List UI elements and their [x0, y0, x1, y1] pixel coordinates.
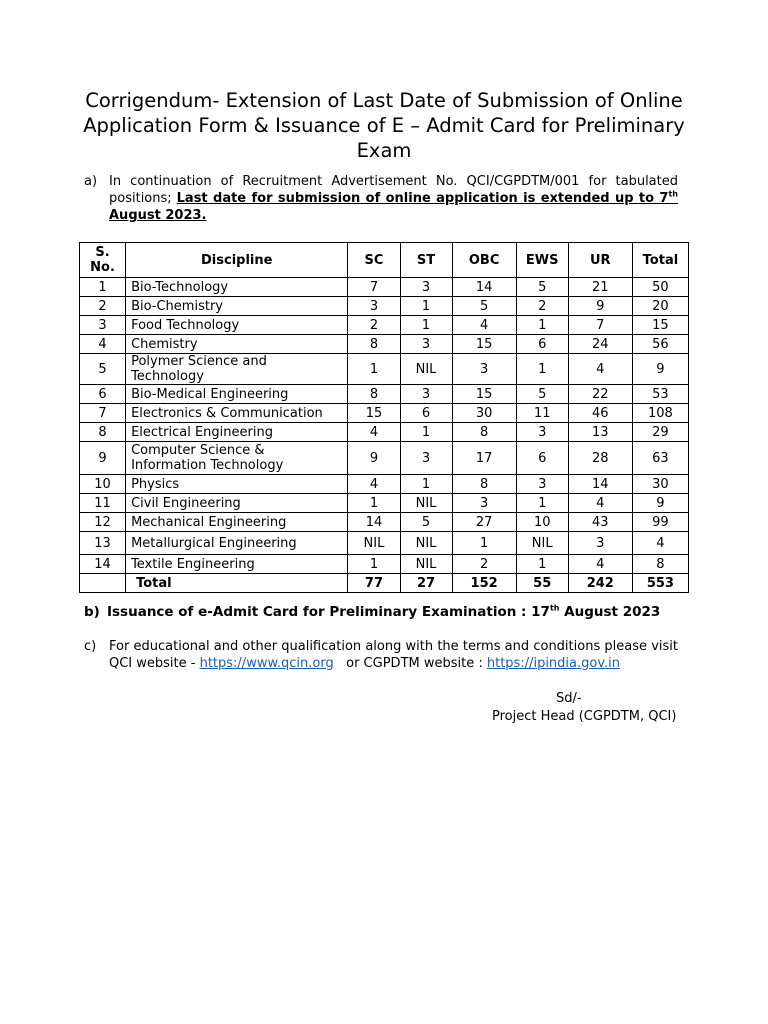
- paragraph-c-body: [109, 638, 678, 672]
- table-row: [80, 385, 689, 404]
- table-cell: NIL: [400, 494, 452, 513]
- table-cell: 8: [80, 423, 126, 442]
- table-cell: 2: [452, 555, 516, 574]
- total-cell: 27: [400, 574, 452, 593]
- table-cell: 6: [80, 385, 126, 404]
- table-cell: 2: [516, 297, 568, 316]
- table-cell: 11: [516, 404, 568, 423]
- table-cell: 2: [80, 297, 126, 316]
- total-label: Total: [126, 574, 348, 593]
- table-cell: 8: [348, 385, 400, 404]
- table-cell: 1: [80, 278, 126, 297]
- table-cell: 20: [632, 297, 688, 316]
- table-cell: 8: [348, 335, 400, 354]
- table-cell: 9: [632, 354, 688, 385]
- table-row: [80, 475, 689, 494]
- table-cell: 5: [516, 385, 568, 404]
- paragraph-a-deadline: [109, 191, 678, 223]
- table-cell: 14: [348, 513, 400, 532]
- discipline-cell: Chemistry: [126, 335, 348, 354]
- column-header: Total: [632, 243, 688, 278]
- table-body: [80, 278, 689, 593]
- paragraph-a-text: In continuation of Recruitment Advertisement No. QCI/CGPDTM/001 for tabulated positions;: [109, 174, 678, 206]
- table-cell: 28: [568, 442, 632, 475]
- table-cell: 30: [632, 475, 688, 494]
- table-cell: 3: [452, 354, 516, 385]
- deadline-text: Last date for submission of online application is extended up to 7: [176, 191, 669, 206]
- table-cell: 15: [452, 385, 516, 404]
- table-cell: 50: [632, 278, 688, 297]
- table-cell: 8: [632, 555, 688, 574]
- table-cell: 4: [568, 494, 632, 513]
- table-row: [80, 513, 689, 532]
- paragraph-c-label: c): [84, 639, 97, 654]
- admit-card-date: August 2023: [559, 604, 661, 620]
- table-cell: 1: [400, 423, 452, 442]
- column-header: Discipline: [126, 243, 348, 278]
- table-cell: 5: [400, 513, 452, 532]
- table-cell: 1: [400, 316, 452, 335]
- discipline-cell: Physics: [126, 475, 348, 494]
- table-cell: 22: [568, 385, 632, 404]
- table-cell: 1: [516, 555, 568, 574]
- table-cell: 9: [80, 442, 126, 475]
- table-cell: 24: [568, 335, 632, 354]
- table-cell: 10: [516, 513, 568, 532]
- table-header-row: [80, 243, 689, 278]
- table-cell: 4: [568, 555, 632, 574]
- signature-designation: Project Head (CGPDTM, QCI): [492, 709, 677, 724]
- table-cell: 1: [348, 494, 400, 513]
- table-cell: 30: [452, 404, 516, 423]
- table-cell: 1: [348, 354, 400, 385]
- column-header: ST: [400, 243, 452, 278]
- discipline-cell: Textile Engineering: [126, 555, 348, 574]
- discipline-cell: Metallurgical Engineering: [126, 532, 348, 555]
- table-cell: 53: [632, 385, 688, 404]
- table-row: [80, 278, 689, 297]
- discipline-cell: Electrical Engineering: [126, 423, 348, 442]
- paragraph-a-body: [109, 173, 678, 224]
- table-cell: 99: [632, 513, 688, 532]
- table-cell: 5: [452, 297, 516, 316]
- table-cell: 1: [452, 532, 516, 555]
- table-cell: NIL: [516, 532, 568, 555]
- table-cell: 108: [632, 404, 688, 423]
- table-row: [80, 354, 689, 385]
- table-cell: 8: [452, 423, 516, 442]
- discipline-cell: Food Technology: [126, 316, 348, 335]
- discipline-cell: Computer Science & Information Technology: [126, 442, 348, 475]
- table-cell: 4: [80, 335, 126, 354]
- admit-card-superscript: th: [549, 603, 560, 613]
- table-cell: NIL: [400, 555, 452, 574]
- total-cell: 77: [348, 574, 400, 593]
- table-cell: 1: [516, 316, 568, 335]
- signature-sd: Sd/-: [556, 691, 582, 706]
- column-header: S. No.: [80, 243, 126, 278]
- table-cell: 6: [516, 335, 568, 354]
- table-cell: 3: [400, 335, 452, 354]
- table-cell: NIL: [348, 532, 400, 555]
- admit-card-text: Issuance of e-Admit Card for Preliminary Examination : 17: [107, 604, 550, 620]
- table-cell: 6: [516, 442, 568, 475]
- discipline-cell: Mechanical Engineering: [126, 513, 348, 532]
- table-cell: 15: [452, 335, 516, 354]
- table-cell: 11: [80, 494, 126, 513]
- table-cell: 1: [516, 354, 568, 385]
- table-cell: 3: [452, 494, 516, 513]
- discipline-cell: Polymer Science and Technology: [126, 354, 348, 385]
- table-cell: 15: [632, 316, 688, 335]
- column-header: UR: [568, 243, 632, 278]
- table-cell: 9: [632, 494, 688, 513]
- table-cell: 43: [568, 513, 632, 532]
- deadline-date: August 2023.: [109, 208, 207, 223]
- table-cell: 1: [400, 475, 452, 494]
- paragraph-c-text-1: For educational and other qualification along with the terms and conditions please visit QCI website -: [109, 639, 678, 671]
- table-cell: 4: [348, 423, 400, 442]
- column-header: EWS: [516, 243, 568, 278]
- table-cell: 3: [516, 475, 568, 494]
- total-cell: 152: [452, 574, 516, 593]
- table-cell: 46: [568, 404, 632, 423]
- table-cell: 29: [632, 423, 688, 442]
- paragraph-b-label: b): [84, 604, 100, 620]
- table-row: [80, 555, 689, 574]
- table-cell: 7: [568, 316, 632, 335]
- table-cell: 13: [80, 532, 126, 555]
- qci-website-link[interactable]: https://www.qcin.org: [199, 656, 334, 671]
- table-cell: 1: [348, 555, 400, 574]
- table-cell: 9: [568, 297, 632, 316]
- discipline-cell: Bio-Medical Engineering: [126, 385, 348, 404]
- total-cell: 242: [568, 574, 632, 593]
- table-cell: 4: [348, 475, 400, 494]
- table-cell: 14: [452, 278, 516, 297]
- table-cell: 9: [348, 442, 400, 475]
- cgpdtm-website-link[interactable]: https://ipindia.gov.in: [486, 656, 621, 671]
- table-cell: 27: [452, 513, 516, 532]
- table-cell: 13: [568, 423, 632, 442]
- table-cell: 3: [568, 532, 632, 555]
- vacancy-table: [79, 242, 689, 593]
- table-cell: 6: [400, 404, 452, 423]
- table-cell: NIL: [400, 532, 452, 555]
- paragraph-a-label: a): [84, 174, 98, 189]
- table-cell: 8: [452, 475, 516, 494]
- table-cell: 63: [632, 442, 688, 475]
- table-cell: 4: [568, 354, 632, 385]
- table-row: [80, 297, 689, 316]
- table-cell: 21: [568, 278, 632, 297]
- table-cell: 4: [632, 532, 688, 555]
- table-cell: NIL: [400, 354, 452, 385]
- table-row: [80, 316, 689, 335]
- column-header: SC: [348, 243, 400, 278]
- table-row: [80, 442, 689, 475]
- table-cell: 1: [400, 297, 452, 316]
- deadline-superscript: th: [668, 189, 678, 199]
- total-cell: [80, 574, 126, 593]
- table-row: [80, 335, 689, 354]
- table-cell: 5: [80, 354, 126, 385]
- table-cell: 2: [348, 316, 400, 335]
- table-row: [80, 423, 689, 442]
- paragraph-c-text-2: or CGPDTM website :: [333, 656, 487, 671]
- table-cell: 3: [516, 423, 568, 442]
- table-cell: 3: [348, 297, 400, 316]
- table-cell: 15: [348, 404, 400, 423]
- table-cell: 14: [568, 475, 632, 494]
- table-cell: 4: [452, 316, 516, 335]
- discipline-cell: Electronics & Communication: [126, 404, 348, 423]
- table-cell: 7: [348, 278, 400, 297]
- discipline-cell: Bio-Technology: [126, 278, 348, 297]
- table-cell: 3: [400, 442, 452, 475]
- table-row: [80, 532, 689, 555]
- table-cell: 10: [80, 475, 126, 494]
- table-cell: 3: [400, 385, 452, 404]
- table-cell: 1: [516, 494, 568, 513]
- total-cell: 55: [516, 574, 568, 593]
- table-cell: 14: [80, 555, 126, 574]
- discipline-cell: Bio-Chemistry: [126, 297, 348, 316]
- table-cell: 7: [80, 404, 126, 423]
- total-cell: 553: [632, 574, 688, 593]
- table-row: [80, 494, 689, 513]
- table-row: [80, 404, 689, 423]
- discipline-cell: Civil Engineering: [126, 494, 348, 513]
- table-cell: 17: [452, 442, 516, 475]
- paragraph-b-body: [107, 604, 660, 621]
- table-cell: 12: [80, 513, 126, 532]
- table-cell: 3: [400, 278, 452, 297]
- column-header: OBC: [452, 243, 516, 278]
- table-cell: 3: [80, 316, 126, 335]
- table-cell: 56: [632, 335, 688, 354]
- table-cell: 5: [516, 278, 568, 297]
- page-title: Corrigendum- Extension of Last Date of Submission of Online Application Form & Issuance of E – Admit Card for Preliminary Exam: [83, 89, 685, 162]
- table-total-row: [80, 574, 689, 593]
